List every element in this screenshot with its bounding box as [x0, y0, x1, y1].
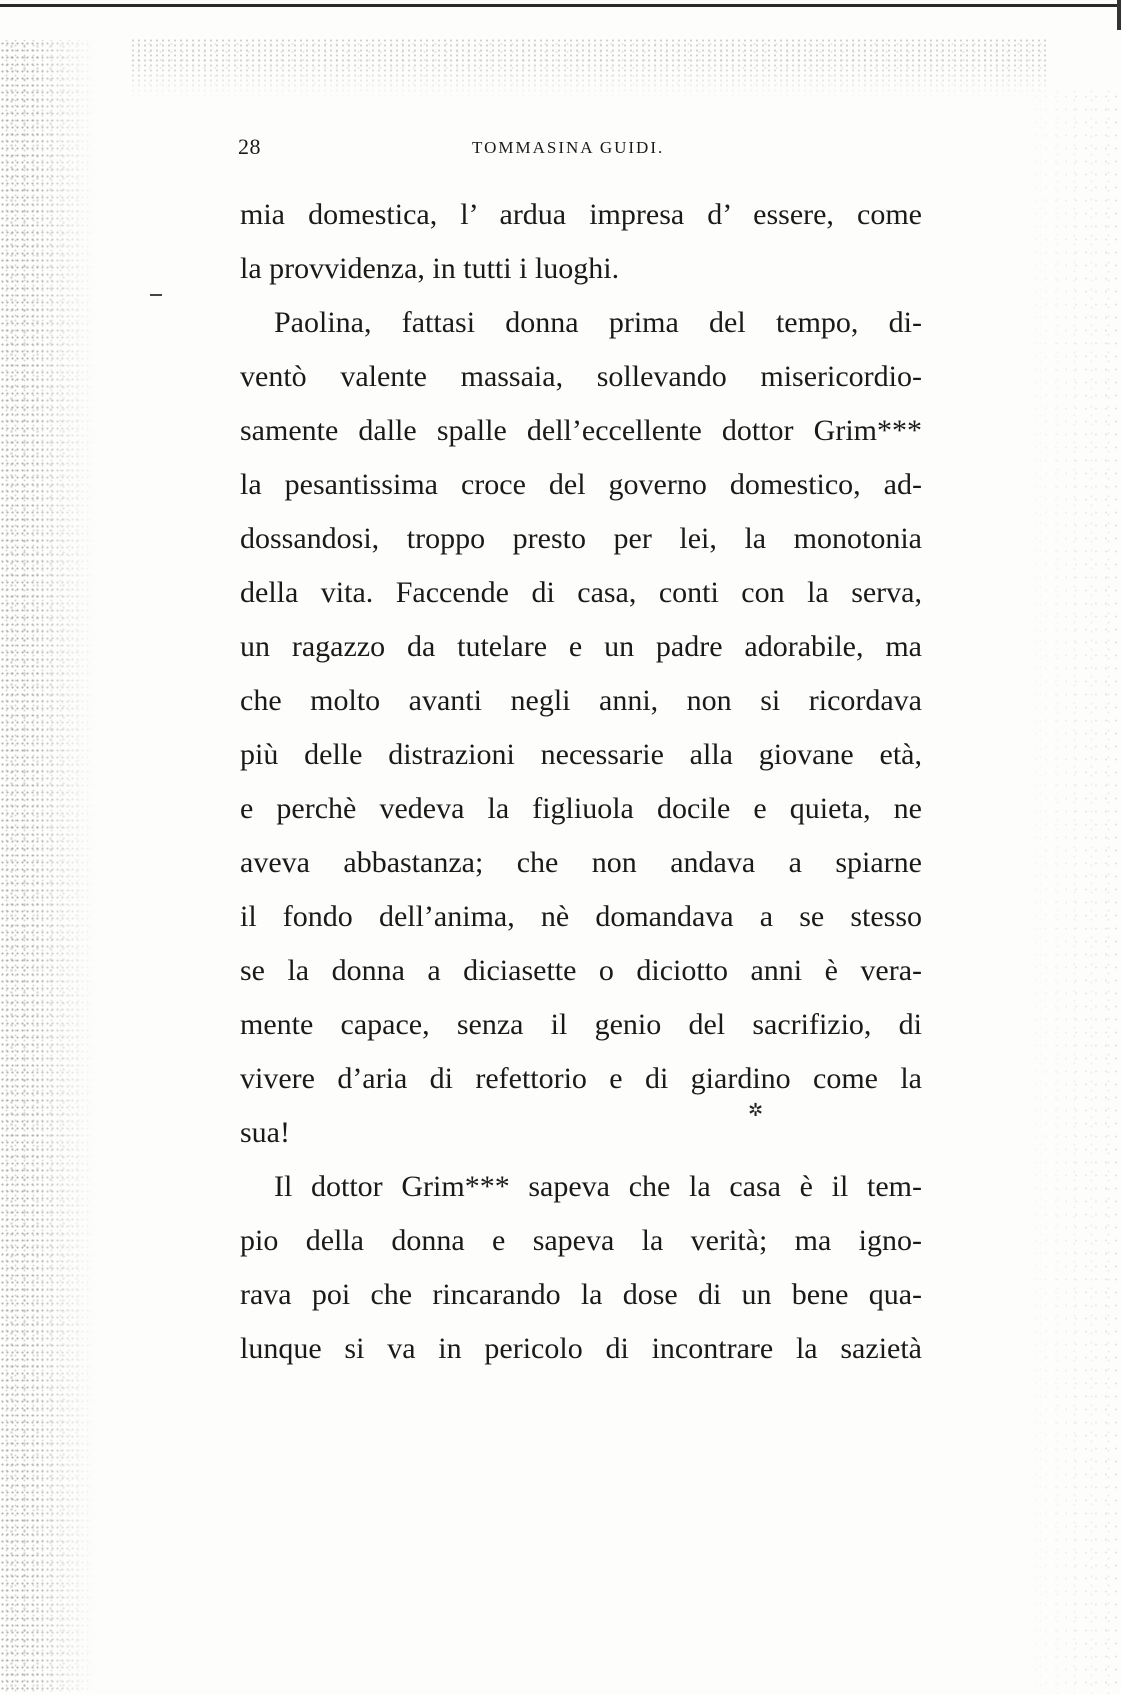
text-line: la provvidenza, in tutti i luoghi.	[240, 252, 620, 285]
body-text	[240, 188, 922, 1376]
text-line: aveva abbastanza; che non andava a spiarne	[240, 846, 922, 879]
text-line: un ragazzo da tutelare e un padre adorabile, ma	[240, 630, 922, 663]
paper-foxing-right	[1011, 90, 1121, 1694]
text-line: mente capace, senza il genio del sacrifizio, di	[240, 1008, 922, 1041]
text-line: se la donna a diciasette o diciotto anni è vera-	[240, 954, 922, 987]
text-line: che molto avanti negli anni, non si ricordava	[240, 684, 922, 717]
page-header	[238, 134, 922, 164]
page-edge-mark	[1117, 0, 1121, 30]
text-line: Il dottor Grim*** sapeva che la casa è il tem-	[274, 1170, 922, 1203]
text-line: più delle distrazioni necessarie alla giovane età,	[240, 738, 922, 771]
text-line: ventò valente massaia, sollevando misericordio-	[240, 360, 922, 393]
text-line: dossandosi, troppo presto per lei, la monotonia	[240, 522, 922, 555]
text-line: rava poi che rincarando la dose di un bene qua-	[240, 1278, 922, 1311]
paper-foxing-left	[0, 40, 95, 1694]
paper-foxing-top	[130, 38, 1050, 98]
text-line: e perchè vedeva la figliuola docile e quieta, ne	[240, 792, 922, 825]
top-edge-rule	[0, 4, 1121, 7]
text-line: vivere d’aria di refettorio e di giardino come la	[240, 1062, 922, 1095]
text-line: samente dalle spalle dell’eccellente dottor Grim***	[240, 414, 922, 447]
ink-blot-mark: ✲	[748, 1100, 764, 1120]
text-line: pio della donna e sapeva la verità; ma igno-	[240, 1224, 922, 1257]
text-line: sua!	[240, 1116, 290, 1149]
text-line: mia domestica, l’ ardua impresa d’ essere, come	[240, 198, 922, 231]
text-line: lunque si va in pericolo di incontrare la sazietà	[240, 1332, 922, 1365]
running-head: TOMMASINA GUIDI.	[472, 138, 665, 157]
text-line: la pesantissima croce del governo domestico, ad-	[240, 468, 922, 501]
text-line: della vita. Faccende di casa, conti con la serva,	[240, 576, 922, 609]
margin-mark	[150, 294, 162, 296]
text-line: il fondo dell’anima, nè domandava a se stesso	[240, 900, 922, 933]
page-number: 28	[238, 134, 261, 159]
text-line: Paolina, fattasi donna prima del tempo, di-	[274, 306, 922, 339]
